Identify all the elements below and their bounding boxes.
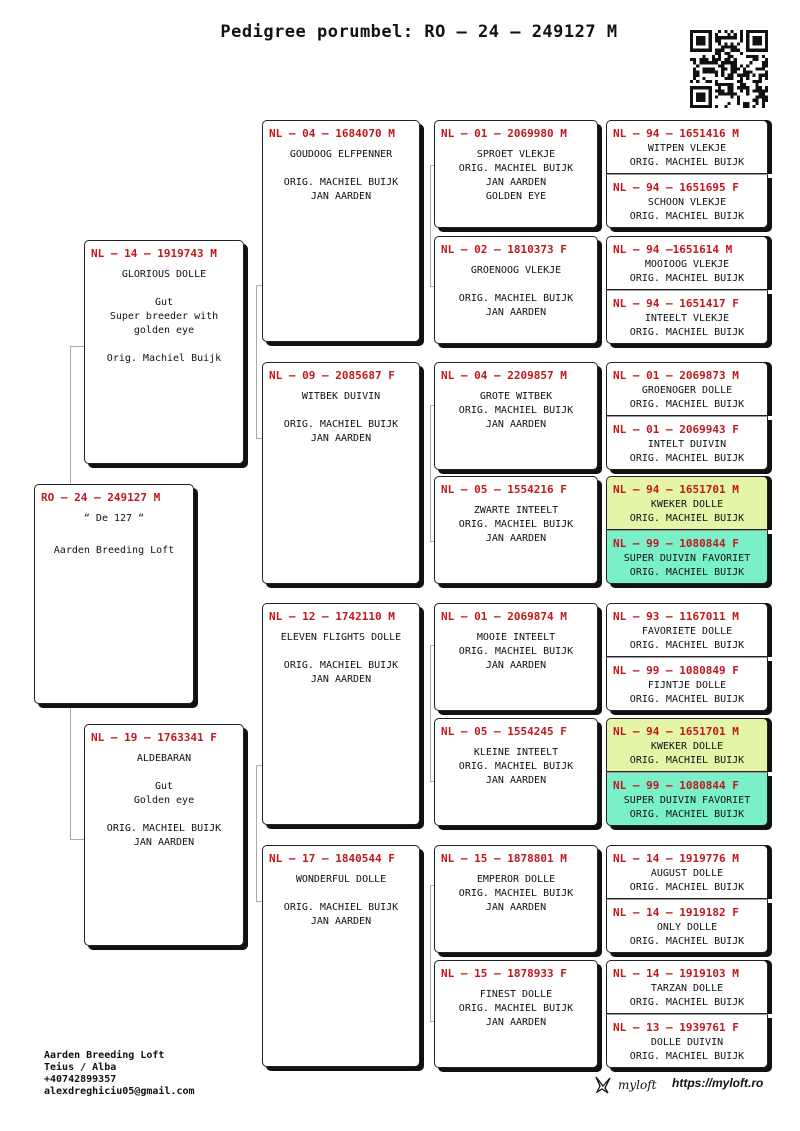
- ring-number: NL – 19 – 1763341 F: [91, 731, 217, 744]
- ring-number: NL – 99 – 1080844 F: [613, 779, 739, 792]
- ring-number: NL – 93 – 1167011 M: [613, 610, 739, 623]
- ring-number: NL – 94 – 1651701 M: [613, 725, 739, 738]
- bird-details: WITPEN VLEKJE ORIG. MACHIEL BUIJK: [629, 143, 745, 168]
- bird-details: WITBEK DUIVIN ORIG. MACHIEL BUIJK JAN AARDEN: [283, 391, 399, 444]
- grandparent-card[interactable]: [262, 845, 420, 1067]
- bird-details: FINEST DOLLE ORIG. MACHIEL BUIJK JAN AARDEN: [458, 989, 574, 1028]
- ring-number: NL – 04 – 1684070 M: [269, 127, 395, 140]
- bird-details: KWEKER DOLLE ORIG. MACHIEL BUIJK: [629, 499, 745, 524]
- footer-location: Teius / Alba: [44, 1062, 117, 1073]
- bird-details: AUGUST DOLLE ORIG. MACHIEL BUIJK: [629, 868, 745, 893]
- bird-details: ELEVEN FLIGHTS DOLLE ORIG. MACHIEL BUIJK JAN AARDEN: [280, 632, 402, 685]
- bird-details: SUPER DUIVIN FAVORIET ORIG. MACHIEL BUIJK: [623, 553, 751, 578]
- great-grandparent-card[interactable]: [434, 476, 598, 584]
- great-grandparent-card[interactable]: [434, 845, 598, 953]
- bird-details: GROTE WITBEK ORIG. MACHIEL BUIJK JAN AARDEN: [458, 391, 574, 430]
- bird-details: FAVORIETE DOLLE ORIG. MACHIEL BUIJK: [629, 626, 745, 651]
- bird-details: SCHOON VLEKJE ORIG. MACHIEL BUIJK: [629, 197, 745, 222]
- bird-details: KWEKER DOLLE ORIG. MACHIEL BUIJK: [629, 741, 745, 766]
- ring-number: NL – 94 – 1651416 M: [613, 127, 739, 140]
- bird-details: SPROET VLEKJE ORIG. MACHIEL BUIJK JAN AARDEN GOLDEN EYE: [458, 149, 574, 202]
- bird-details: GLORIOUS DOLLE Gut Super breeder with golden eye Orig. Machiel Buijk: [106, 269, 222, 364]
- ring-number: NL – 14 – 1919182 F: [613, 906, 739, 919]
- ancestor-card[interactable]: [606, 416, 768, 470]
- ancestor-card[interactable]: [606, 120, 768, 174]
- footer-loft-name: Aarden Breeding Loft: [44, 1050, 165, 1061]
- ring-number: NL – 15 – 1878933 F: [441, 967, 567, 980]
- bird-details: FIJNTJE DOLLE ORIG. MACHIEL BUIJK: [629, 680, 745, 705]
- ring-number: RO – 24 – 249127 M: [41, 491, 161, 504]
- subject-loft: Aarden Breeding Loft: [53, 545, 175, 556]
- bird-details: GROENOOG VLEKJE ORIG. MACHIEL BUIJK JAN AARDEN: [458, 265, 574, 318]
- bird-details: EMPEROR DOLLE ORIG. MACHIEL BUIJK JAN AARDEN: [458, 874, 574, 913]
- brand-name: myloft: [618, 1078, 657, 1092]
- ancestor-card[interactable]: [606, 718, 768, 772]
- ancestor-card[interactable]: [606, 1014, 768, 1068]
- great-grandparent-card[interactable]: [434, 960, 598, 1068]
- ancestor-card[interactable]: [606, 174, 768, 228]
- dove-logo-icon: [594, 1075, 612, 1095]
- great-grandparent-card[interactable]: [434, 603, 598, 711]
- qr-code-icon: [690, 30, 768, 108]
- ring-number: NL – 14 – 1919103 M: [613, 967, 739, 980]
- bird-details: ZWARTE INTEELT ORIG. MACHIEL BUIJK JAN AARDEN: [458, 505, 574, 544]
- bird-details: KLEINE INTEELT ORIG. MACHIEL BUIJK JAN AARDEN: [458, 747, 574, 786]
- grandparent-card[interactable]: [262, 120, 420, 342]
- ring-number: NL – 12 – 1742110 M: [269, 610, 395, 623]
- ring-number: NL – 94 –1651614 M: [613, 243, 733, 256]
- connector-line: [70, 346, 85, 487]
- great-grandparent-card[interactable]: [434, 120, 598, 228]
- footer-email[interactable]: alexdreghiciu05@gmail.com: [44, 1086, 195, 1097]
- subject-pigeon-card[interactable]: [34, 484, 194, 704]
- ring-number: NL – 15 – 1878801 M: [441, 852, 567, 865]
- ancestor-card[interactable]: [606, 236, 768, 290]
- ring-number: NL – 01 – 2069980 M: [441, 127, 567, 140]
- great-grandparent-card[interactable]: [434, 236, 598, 344]
- ring-number: NL – 02 – 1810373 F: [441, 243, 567, 256]
- ring-number: NL – 99 – 1080849 F: [613, 664, 739, 677]
- ring-number: NL – 14 – 1919776 M: [613, 852, 739, 865]
- connector-line: [70, 705, 85, 840]
- ancestor-card[interactable]: [606, 960, 768, 1014]
- bird-details: WONDERFUL DOLLE ORIG. MACHIEL BUIJK JAN AARDEN: [283, 874, 399, 927]
- ring-number: NL – 09 – 2085687 F: [269, 369, 395, 382]
- ring-number: NL – 14 – 1919743 M: [91, 247, 217, 260]
- ancestor-card[interactable]: [606, 603, 768, 657]
- bird-details: INTELT DUIVIN ORIG. MACHIEL BUIJK: [629, 439, 745, 464]
- ring-number: NL – 04 – 2209857 M: [441, 369, 567, 382]
- great-grandparent-card[interactable]: [434, 362, 598, 470]
- bird-details: SUPER DUIVIN FAVORIET ORIG. MACHIEL BUIJK: [623, 795, 751, 820]
- footer-phone: +40742899357: [44, 1074, 117, 1085]
- dam-card[interactable]: [84, 724, 244, 946]
- bird-details: INTEELT VLEKJE ORIG. MACHIEL BUIJK: [629, 313, 745, 338]
- ring-number: NL – 94 – 1651417 F: [613, 297, 739, 310]
- bird-details: MOOIE INTEELT ORIG. MACHIEL BUIJK JAN AARDEN: [458, 632, 574, 671]
- subject-nickname: “ De 127 “: [83, 513, 145, 524]
- ring-number: NL – 94 – 1651695 F: [613, 181, 739, 194]
- ancestor-card[interactable]: [606, 290, 768, 344]
- ring-number: NL – 99 – 1080844 F: [613, 537, 739, 550]
- ancestor-card[interactable]: [606, 899, 768, 953]
- ancestor-card[interactable]: [606, 657, 768, 711]
- grandparent-card[interactable]: [262, 603, 420, 825]
- grandparent-card[interactable]: [262, 362, 420, 584]
- footer-contact: [44, 1050, 195, 1098]
- bird-details: DOLLE DUIVIN ORIG. MACHIEL BUIJK: [629, 1037, 745, 1062]
- ancestor-card[interactable]: [606, 530, 768, 584]
- ancestor-card[interactable]: [606, 845, 768, 899]
- website-link[interactable]: https://myloft.ro: [672, 1076, 764, 1090]
- ring-number: NL – 94 – 1651701 M: [613, 483, 739, 496]
- sire-card[interactable]: [84, 240, 244, 464]
- ring-number: NL – 13 – 1939761 F: [613, 1021, 739, 1034]
- page-title: Pedigree porumbel: RO – 24 – 249127 M: [220, 22, 618, 42]
- bird-details: GOUDOOG ELFPENNER ORIG. MACHIEL BUIJK JAN AARDEN: [283, 149, 399, 202]
- ring-number: NL – 17 – 1840544 F: [269, 852, 395, 865]
- myloft-brand: [594, 1075, 656, 1095]
- ring-number: NL – 01 – 2069873 M: [613, 369, 739, 382]
- bird-details: MOOIOOG VLEKJE ORIG. MACHIEL BUIJK: [629, 259, 745, 284]
- bird-details: TARZAN DOLLE ORIG. MACHIEL BUIJK: [629, 983, 745, 1008]
- ancestor-card[interactable]: [606, 476, 768, 530]
- bird-details: GROENOGER DOLLE ORIG. MACHIEL BUIJK: [629, 385, 745, 410]
- ancestor-card[interactable]: [606, 772, 768, 826]
- bird-details: ONLY DOLLE ORIG. MACHIEL BUIJK: [629, 922, 745, 947]
- ring-number: NL – 01 – 2069874 M: [441, 610, 567, 623]
- ring-number: NL – 01 – 2069943 F: [613, 423, 739, 436]
- great-grandparent-card[interactable]: [434, 718, 598, 826]
- bird-details: ALDEBARAN Gut Golden eye ORIG. MACHIEL BUIJK JAN AARDEN: [106, 753, 222, 848]
- ring-number: NL – 05 – 1554245 F: [441, 725, 567, 738]
- ancestor-card[interactable]: [606, 362, 768, 416]
- ring-number: NL – 05 – 1554216 F: [441, 483, 567, 496]
